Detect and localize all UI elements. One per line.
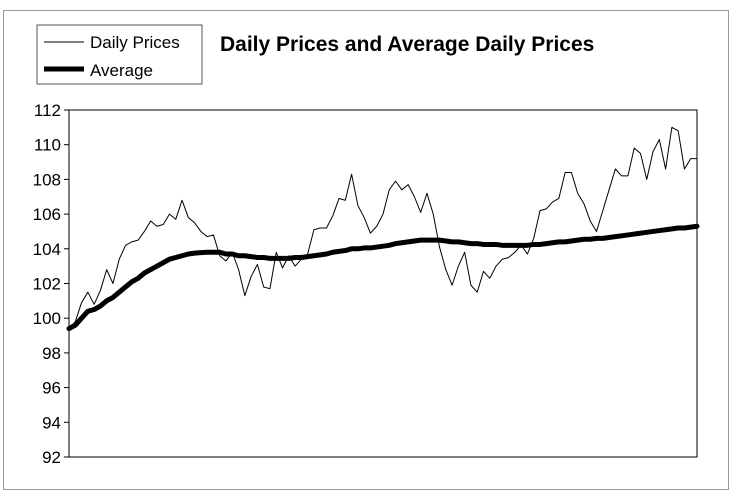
- plot-area: [69, 110, 697, 457]
- y-tick-label: 96: [42, 378, 61, 398]
- y-tick-label: 104: [32, 239, 61, 259]
- y-tick-label: 98: [42, 343, 61, 363]
- y-tick-label: 94: [42, 413, 61, 433]
- y-tick-label: 112: [33, 101, 61, 120]
- legend-label-average: Average: [90, 61, 154, 80]
- y-tick-label: 92: [42, 448, 61, 467]
- y-tick-label: 106: [32, 205, 61, 225]
- y-axis: [33, 101, 69, 467]
- chart-title: Daily Prices and Average Daily Prices: [220, 33, 595, 56]
- y-tick-label: 100: [32, 309, 61, 329]
- legend-label-daily-prices: Daily Prices: [90, 33, 180, 52]
- y-tick-label: 110: [33, 135, 61, 155]
- y-tick-label: 102: [32, 274, 61, 294]
- y-tick-label: 108: [32, 170, 61, 190]
